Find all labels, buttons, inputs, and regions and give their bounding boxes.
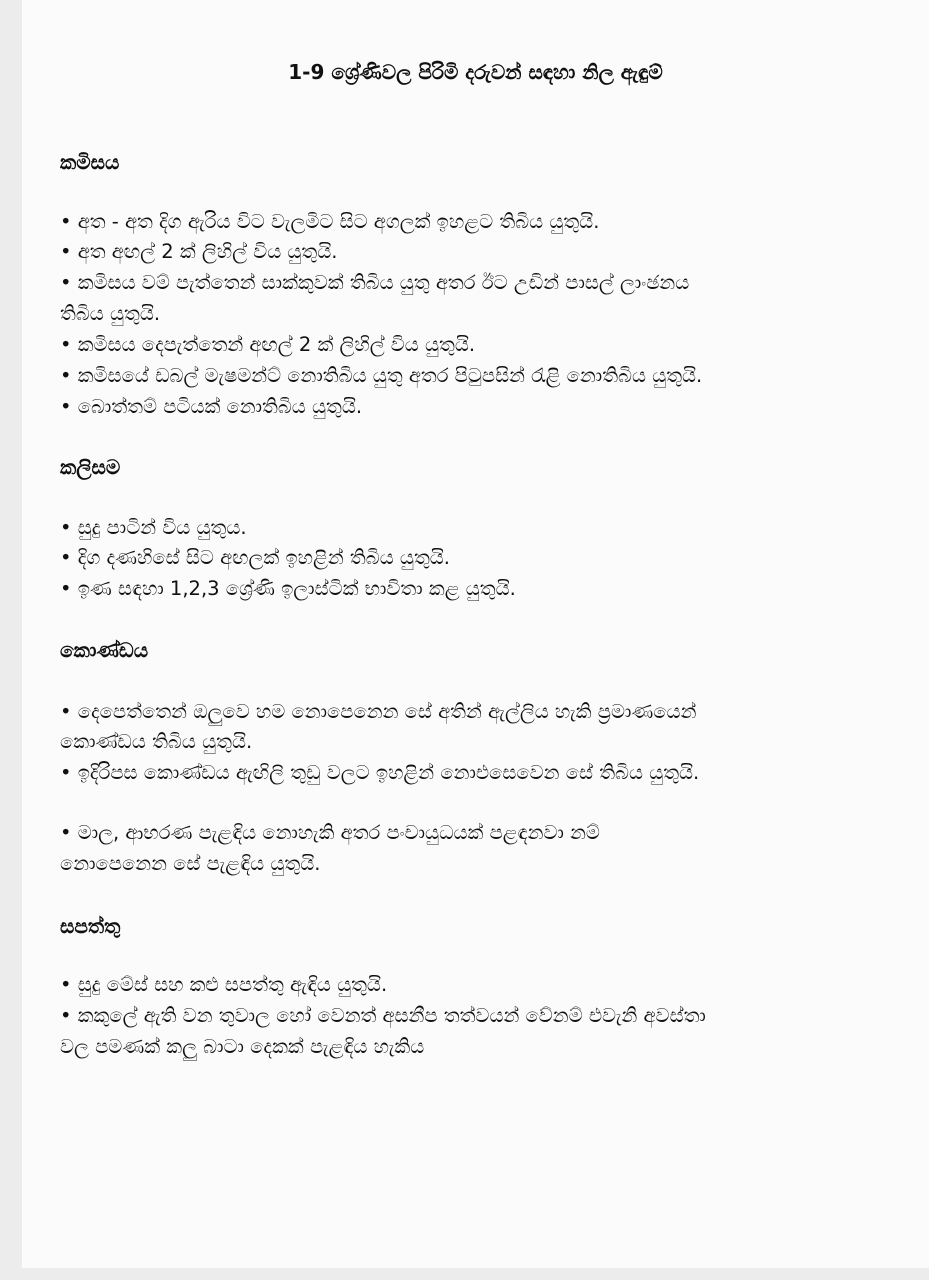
document-title: 1-9 ශ්‍රේණිවල පිරිමි දරුවන් සඳහා නිල ඇඳුම් xyxy=(288,60,663,84)
shirt-line-7: • බොත්තම් පටියක් නොතිබිය යුතුයි. xyxy=(60,395,363,418)
shirt-line-3: • කමිසය වම් පැත්තෙන් සාක්කුවක් තිබිය යුතු අතර ඊට උඩින් පාසල් ලාංඡනය xyxy=(60,271,690,294)
hair-line-5: නොපෙනෙන සේ පැළඳිය යුතුයි. xyxy=(60,852,321,875)
hair-line-4: • මාල, ආභරණ පැළඳිය නොහැකි අතර පංචායුධයක් පළඳනවා නම් xyxy=(60,821,600,844)
shirt-line-1: • අත - අත දිග ඇරිය විට වැලමිට සිට අගලක් ඉහළට තිබිය යුතුයි. xyxy=(60,210,600,233)
shirt-line-2: • අත අඟල් 2 ක් ලිහිල් විය යුතුයි. xyxy=(60,240,338,263)
trousers-line-2: • දිග දණහිසේ සිට අඟලක් ඉහළින් තිබිය යුතුයි. xyxy=(60,546,450,569)
shirt-line-5: • කමිසය දෙපැත්තෙන් අඟල් 2 ක් ලිහිල් විය යුතුයි. xyxy=(60,333,476,356)
shoes-line-3: වල පමණක් කලු බාටා දෙකක් පැළඳිය හැකිය xyxy=(60,1035,425,1058)
shirt-line-6: • කමිසයේ ඩබල් මැෂමන්ට් නොතිබිය යුතු අතර පිටුපසින් රැළි නොතිබිය යුතුයි. xyxy=(60,364,703,387)
section-heading-shoes: සපත්තු xyxy=(60,914,121,938)
document-page xyxy=(22,0,929,1268)
shoes-line-2: • කකුලේ ඇති වන තුවාල හෝ වෙනත් අසනීප තත්වයන් වේනම් එවැනි අවස්තා xyxy=(60,1004,706,1027)
hair-line-2: කොණ්ඩය තිබිය යුතුයි. xyxy=(60,730,253,753)
hair-line-1: • දෙපෙත්තෙන් ඔලුවෙ හම නොපෙනෙන සේ අතින් ඇල්ලිය හැකි ප්‍රමාණයෙන් xyxy=(60,700,697,723)
trousers-line-3: • ඉණ සඳහා 1,2,3 ශ්‍රේණි ඉලාස්ටික් භාවිතා කළ යුතුයි. xyxy=(60,577,516,600)
hair-line-3: • ඉදිරිපස කොණ්ඩය ඇඟිලි තුඩු වලට ඉහළින් නොඑසෙවෙන සේ තිබිය යුතුයි. xyxy=(60,761,700,784)
trousers-line-1: • සුදු පාටින් විය යුතුය. xyxy=(60,516,247,539)
section-heading-trousers: කලිසම xyxy=(60,455,121,479)
shoes-line-1: • සුදු මේස් සහ කළු සපත්තු ඇඳිය යුතුයි. xyxy=(60,973,388,996)
section-heading-shirt: කමිසය xyxy=(60,150,120,174)
shirt-line-4: තිබිය යුතුයි. xyxy=(60,302,161,325)
section-heading-hair: කොණ්ඩය xyxy=(60,638,149,662)
